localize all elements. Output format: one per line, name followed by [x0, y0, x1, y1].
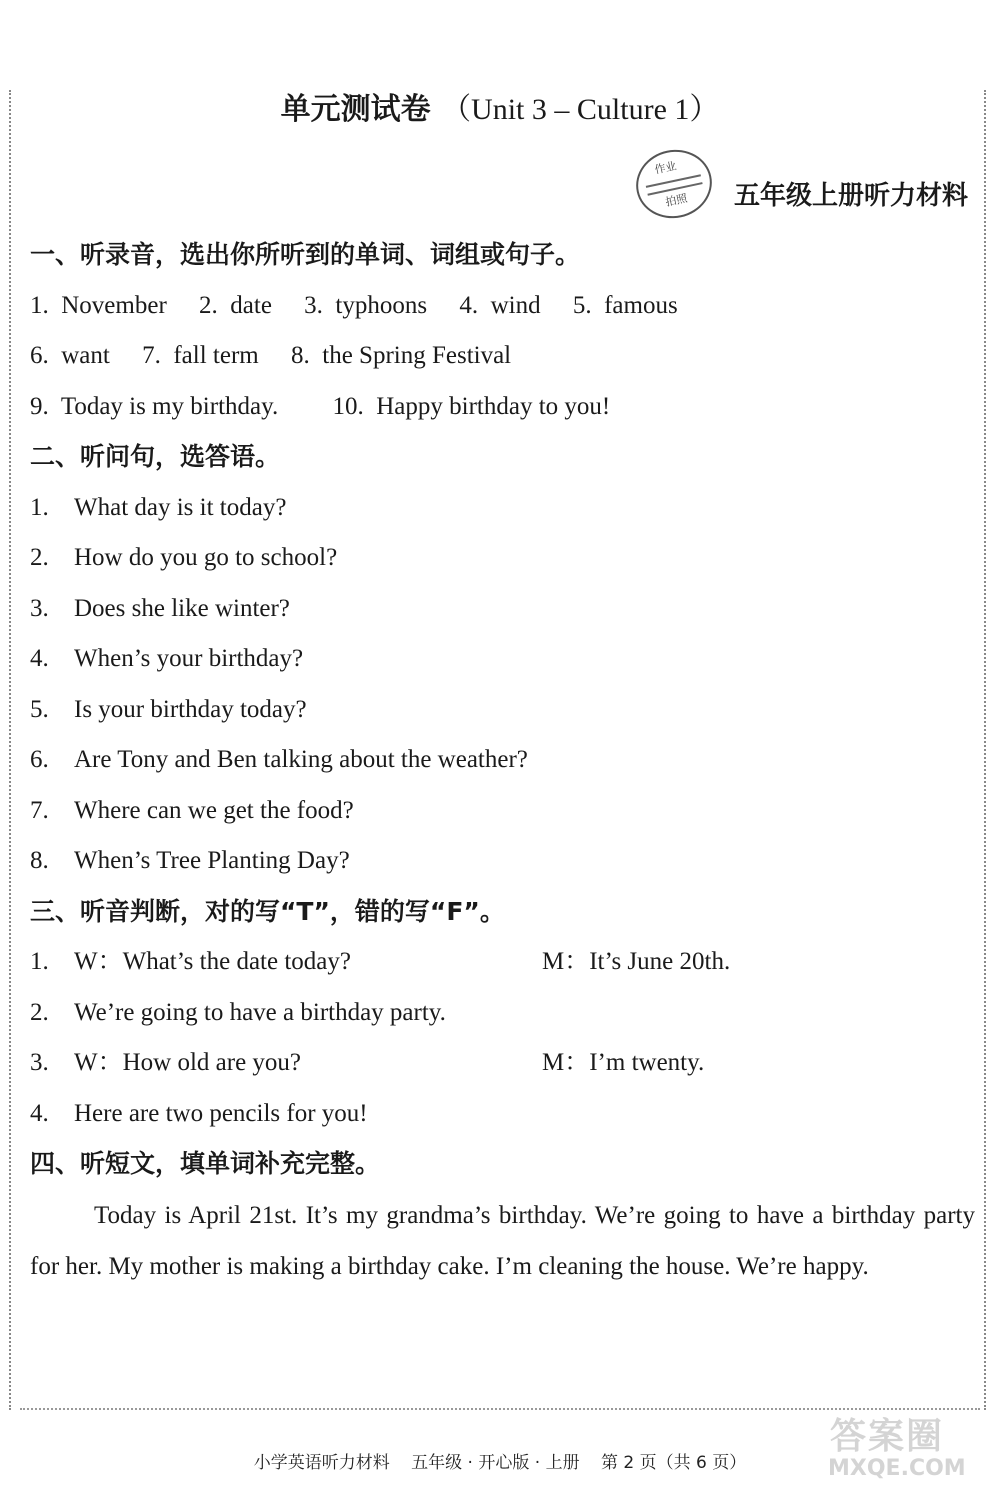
section4-heading: 四、听短文，填单词补充完整。 [30, 1149, 381, 1178]
list-item: 1. November [30, 291, 167, 319]
content [30, 230, 975, 1292]
list-item: 7. fall term [142, 342, 259, 369]
footer-book: 小学英语听力材料 [253, 1453, 390, 1473]
passage-text: Today is April 21st. It’s my grandma’s birthday. We’re going to have a birthday party for her. My mother is making a birthday cake. I’m cleaning the house. We’re happy. [30, 1201, 975, 1280]
stamp-logo [630, 143, 718, 225]
section1-row2 [30, 331, 975, 382]
title-main: 单元测试卷 [280, 92, 431, 127]
list-item: 2. date [199, 291, 272, 319]
section1-heading: 一、听录音，选出你所听到的单词、词组或句子。 [30, 240, 581, 269]
list-item: 3. Does she like winter? [30, 594, 290, 622]
list-item: 2. How do you go to school? [30, 544, 338, 571]
list-item: 4. Here are two pencils for you! [30, 1099, 368, 1127]
stamp-text-2: 拍照 [664, 191, 689, 209]
passage [30, 1190, 975, 1292]
watermark-top: 答案圈 [830, 1416, 945, 1457]
list-item: 9. Today is my birthday. [30, 392, 279, 420]
list-item: 3. typhoons [304, 291, 428, 319]
list-item: 2. We’re going to have a birthday party. [30, 998, 446, 1026]
header-label: 五年级上册听力材料 [733, 181, 968, 211]
left-dotted-border [9, 90, 11, 1410]
footer-grade: 五年级 · 开心版 · 上册 [411, 1453, 580, 1473]
list-item: 10. Happy birthday to you! [332, 392, 611, 420]
list-item: 4. wind [459, 291, 541, 319]
list-item: 5. Is your birthday today? [30, 695, 307, 723]
list-item: 1. What day is it today? [30, 493, 287, 521]
list-item: 4. When’s your birthday? [30, 645, 304, 672]
list-item: 1. W：What’s the date today? M：It’s June 20th. [30, 948, 731, 975]
list-item: 8. the Spring Festival [291, 342, 512, 369]
title-sub: （Unit 3 – Culture 1） [441, 93, 720, 126]
page-title [0, 84, 1000, 128]
section1-row3 [30, 382, 975, 433]
right-dotted-border [984, 90, 986, 1410]
footer-page: 第 2 页（共 6 页） [601, 1453, 747, 1473]
list-item: 7. Where can we get the food? [30, 796, 354, 824]
section1-row1 [30, 281, 975, 332]
stamp-text-1: 作业 [653, 159, 678, 177]
section2-heading: 二、听问句，选答语。 [30, 442, 281, 471]
list-item: 6. Are Tony and Ben talking about the weather? [30, 746, 528, 773]
watermark-logo [820, 1408, 990, 1493]
list-item: 6. want [30, 342, 110, 369]
section3-heading: 三、听音判断，对的写“T”，错的写“F”。 [30, 896, 505, 926]
list-item: 5. famous [572, 291, 678, 319]
list-item: 8. When’s Tree Planting Day? [30, 847, 350, 874]
list-item: 3. W：How old are you? M：I’m twenty. [30, 1049, 705, 1076]
watermark-bottom: MXQE.COM [828, 1456, 966, 1481]
